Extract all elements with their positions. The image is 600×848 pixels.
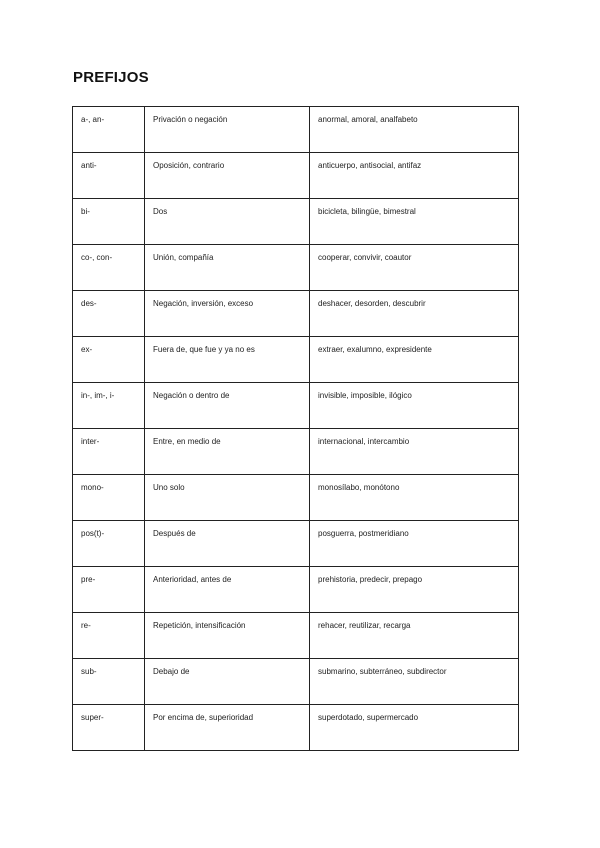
meaning-cell: Dos (145, 199, 310, 245)
meaning-cell: Fuera de, que fue y ya no es (145, 337, 310, 383)
prefix-cell: anti- (73, 153, 145, 199)
examples-cell: bicicleta, bilingüe, bimestral (310, 199, 519, 245)
prefix-cell: in-, im-, i- (73, 383, 145, 429)
table-row (73, 337, 519, 383)
table-row (73, 153, 519, 199)
examples-cell: posguerra, postmeridiano (310, 521, 519, 567)
prefix-cell: pre- (73, 567, 145, 613)
table-row (73, 705, 519, 751)
table-row (73, 521, 519, 567)
table-row (73, 291, 519, 337)
meaning-cell: Debajo de (145, 659, 310, 705)
examples-cell: deshacer, desorden, descubrir (310, 291, 519, 337)
meaning-cell: Oposición, contrario (145, 153, 310, 199)
examples-cell: anticuerpo, antisocial, antifaz (310, 153, 519, 199)
meaning-cell: Uno solo (145, 475, 310, 521)
table-row (73, 613, 519, 659)
table-row (73, 199, 519, 245)
meaning-cell: Repetición, intensificación (145, 613, 310, 659)
prefix-cell: a-, an- (73, 107, 145, 153)
examples-cell: submarino, subterráneo, subdirector (310, 659, 519, 705)
table-row (73, 383, 519, 429)
prefix-cell: bi- (73, 199, 145, 245)
page-title: PREFIJOS (73, 69, 149, 86)
prefix-cell: inter- (73, 429, 145, 475)
meaning-cell: Negación o dentro de (145, 383, 310, 429)
table-row (73, 475, 519, 521)
prefix-cell: co-, con- (73, 245, 145, 291)
table-row (73, 245, 519, 291)
meaning-cell: Negación, inversión, exceso (145, 291, 310, 337)
meaning-cell: Después de (145, 521, 310, 567)
prefix-cell: pos(t)- (73, 521, 145, 567)
table-row (73, 107, 519, 153)
table-row (73, 567, 519, 613)
examples-cell: rehacer, reutilizar, recarga (310, 613, 519, 659)
prefix-cell: ex- (73, 337, 145, 383)
examples-cell: cooperar, convivir, coautor (310, 245, 519, 291)
prefix-cell: re- (73, 613, 145, 659)
prefix-cell: des- (73, 291, 145, 337)
table-body (73, 107, 519, 751)
meaning-cell: Entre, en medio de (145, 429, 310, 475)
examples-cell: invisible, imposible, ilógico (310, 383, 519, 429)
examples-cell: internacional, intercambio (310, 429, 519, 475)
examples-cell: superdotado, supermercado (310, 705, 519, 751)
prefix-table (72, 106, 519, 751)
meaning-cell: Anterioridad, antes de (145, 567, 310, 613)
meaning-cell: Unión, compañía (145, 245, 310, 291)
prefix-cell: sub- (73, 659, 145, 705)
examples-cell: anormal, amoral, analfabeto (310, 107, 519, 153)
meaning-cell: Privación o negación (145, 107, 310, 153)
prefix-cell: super- (73, 705, 145, 751)
meaning-cell: Por encima de, superioridad (145, 705, 310, 751)
table-row (73, 429, 519, 475)
prefix-cell: mono- (73, 475, 145, 521)
examples-cell: extraer, exalumno, expresidente (310, 337, 519, 383)
table-row (73, 659, 519, 705)
examples-cell: monosílabo, monótono (310, 475, 519, 521)
examples-cell: prehistoria, predecir, prepago (310, 567, 519, 613)
